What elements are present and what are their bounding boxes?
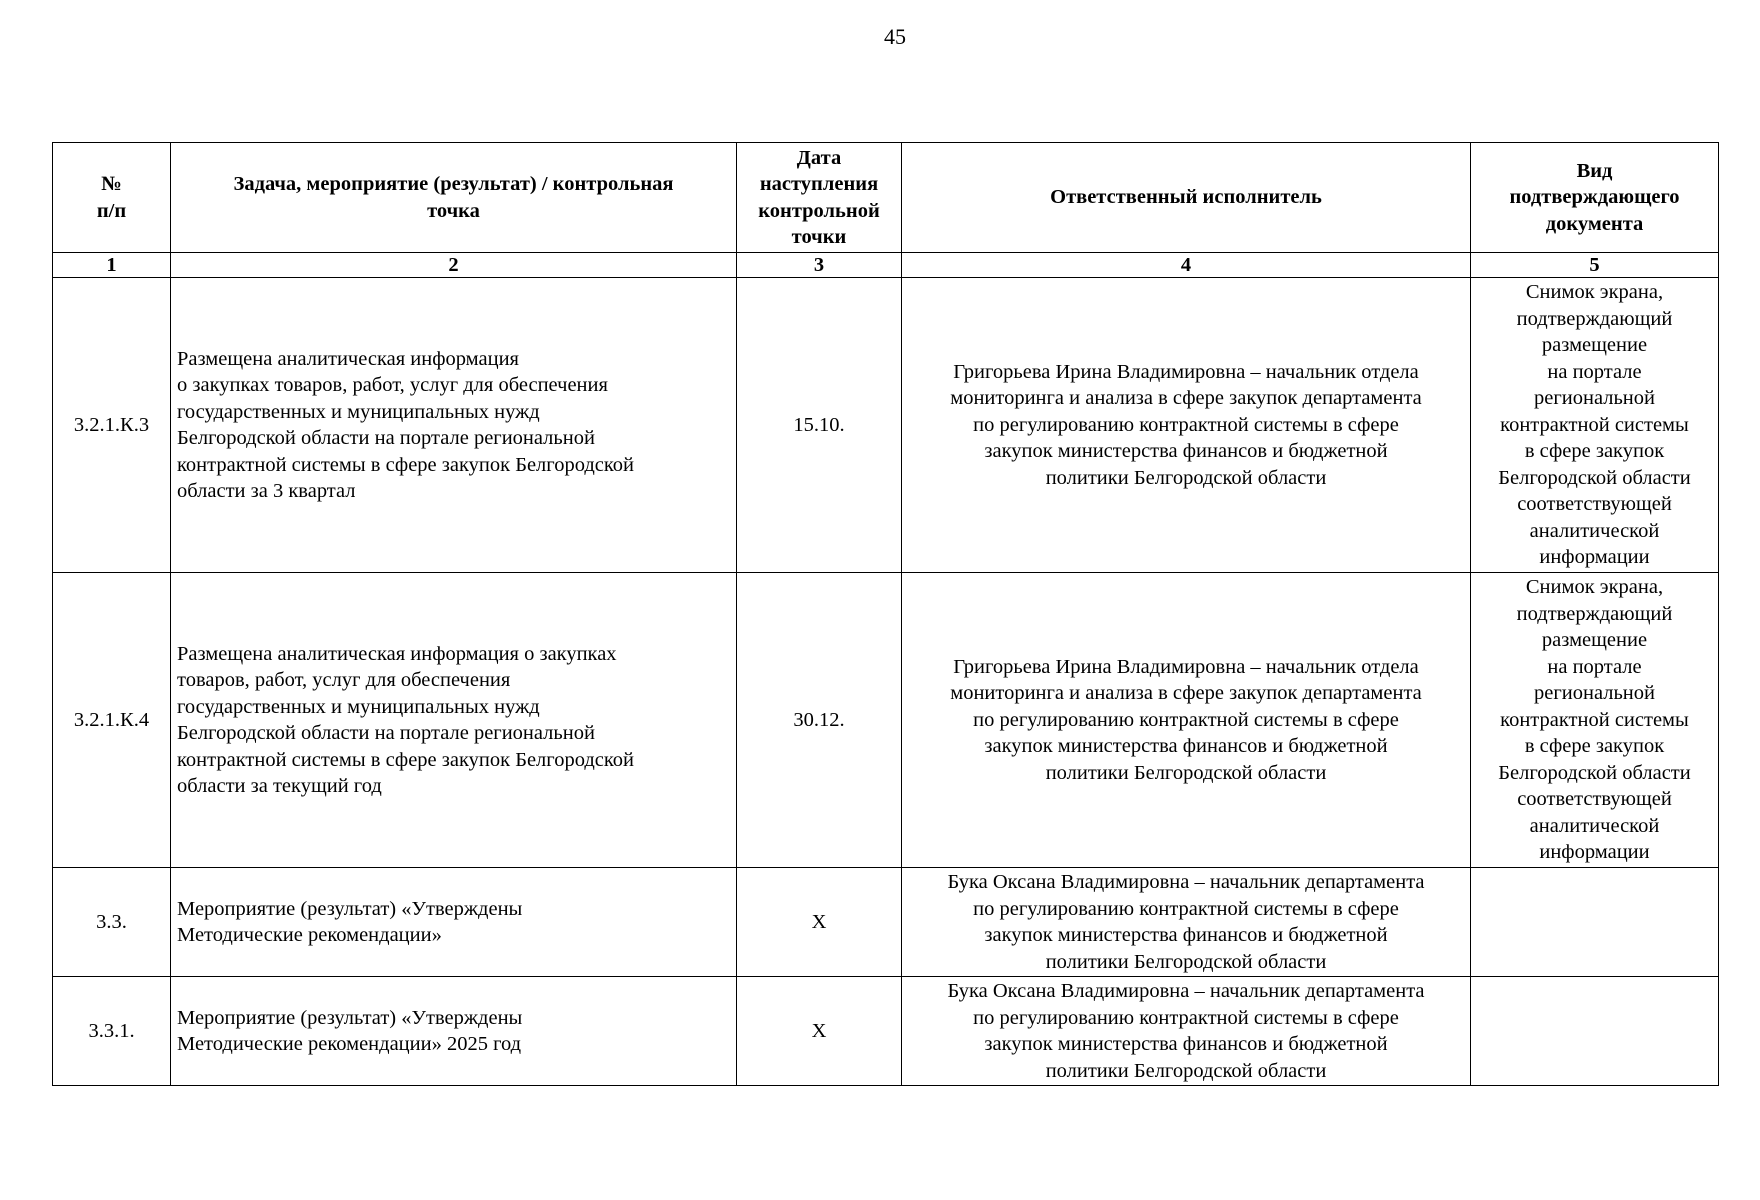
row-number: 3.3. — [53, 868, 171, 977]
row-task: Размещена аналитическая информация о закупках товаров, работ, услуг для обеспечения государственных и муниципальных нужд Белгородской области на портале региональной контрактной системы в сфере закупок Белгородской области за текущий год — [171, 573, 737, 868]
row-task: Мероприятие (результат) «Утверждены Методические рекомендации» 2025 год — [171, 977, 737, 1086]
column-index: 1 — [53, 253, 171, 278]
row-number: 3.3.1. — [53, 977, 171, 1086]
column-index: 3 — [737, 253, 902, 278]
table-row — [53, 868, 1719, 977]
row-task: Мероприятие (результат) «Утверждены Методические рекомендации» — [171, 868, 737, 977]
row-document-type: Снимок экрана, подтверждающий размещение на портале региональной контрактной системы в сфере закупок Белгородской области соответствующей аналитической информации — [1471, 573, 1719, 868]
column-index: 5 — [1471, 253, 1719, 278]
row-number: 3.2.1.К.4 — [53, 573, 171, 868]
header-num: № п/п — [53, 143, 171, 253]
page-number: 45 — [884, 24, 906, 49]
table-row — [53, 573, 1719, 868]
header-doc: Вид подтверждающего документа — [1471, 143, 1719, 253]
column-index: 4 — [902, 253, 1471, 278]
row-document-type: Снимок экрана, подтверждающий размещение на портале региональной контрактной системы в сфере закупок Белгородской области соответствующей аналитической информации — [1471, 278, 1719, 573]
row-document-type — [1471, 868, 1719, 977]
column-index-row — [53, 253, 1719, 278]
header-responsible: Ответственный исполнитель — [902, 143, 1471, 253]
table-row — [53, 278, 1719, 573]
row-document-type — [1471, 977, 1719, 1086]
row-date: X — [737, 868, 902, 977]
row-date: X — [737, 977, 902, 1086]
control-points-table — [52, 142, 1719, 1086]
row-date: 30.12. — [737, 573, 902, 868]
table-row — [53, 977, 1719, 1086]
row-responsible: Бука Оксана Владимировна – начальник департамента по регулированию контрактной системы в сфере закупок министерства финансов и бюджетной политики Белгородской области — [902, 977, 1471, 1086]
row-task: Размещена аналитическая информация о закупках товаров, работ, услуг для обеспечения государственных и муниципальных нужд Белгородской области на портале региональной контрактной системы в сфере закупок Белгородской области за 3 квартал — [171, 278, 737, 573]
row-responsible: Григорьева Ирина Владимировна – начальник отдела мониторинга и анализа в сфере закупок департамента по регулированию контрактной системы в сфере закупок министерства финансов и бюджетной политики Белгородской области — [902, 573, 1471, 868]
row-responsible: Бука Оксана Владимировна – начальник департамента по регулированию контрактной системы в сфере закупок министерства финансов и бюджетной политики Белгородской области — [902, 868, 1471, 977]
header-date: Дата наступления контрольной точки — [737, 143, 902, 253]
row-responsible: Григорьева Ирина Владимировна – начальник отдела мониторинга и анализа в сфере закупок департамента по регулированию контрактной системы в сфере закупок министерства финансов и бюджетной политики Белгородской области — [902, 278, 1471, 573]
column-index: 2 — [171, 253, 737, 278]
row-date: 15.10. — [737, 278, 902, 573]
row-number: 3.2.1.К.3 — [53, 278, 171, 573]
header-task: Задача, мероприятие (результат) / контрольная точка — [171, 143, 737, 253]
table-header-row — [53, 143, 1719, 253]
